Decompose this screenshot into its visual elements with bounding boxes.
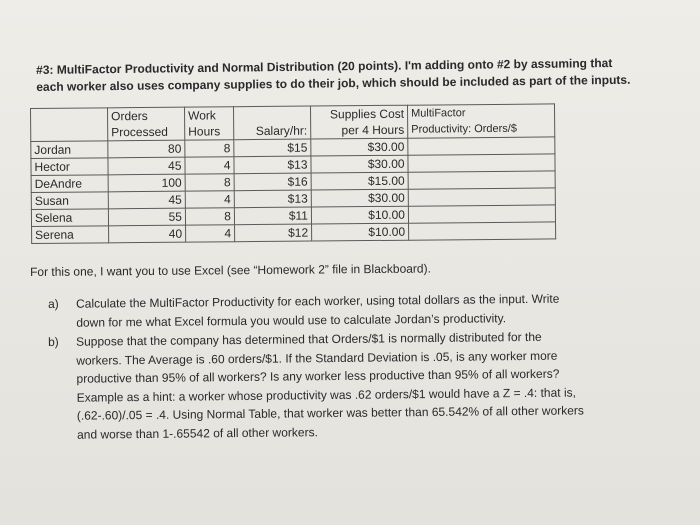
header-work-hours: Work Hours [184,107,233,140]
cell-mfp [408,188,555,206]
cell-hours: 8 [185,140,234,157]
cell-name: Selena [31,209,108,227]
question-b-line: Suppose that the company has determined that Orders/$1 is normally distributed for the [76,329,542,349]
cell-orders: 40 [109,225,186,243]
header-salary: Salary/hr: [233,106,310,140]
cell-mfp [408,137,555,155]
question-b-line: workers. The Average is .60 orders/$1. If the Standard Deviation is .05, is any worker more [76,348,558,368]
cell-hours: 4 [185,191,234,208]
question-b-line: productive than 95% of all workers? Is any worker less productive than 95% of all workers? [76,366,560,386]
heading-line-1: #3: MultiFactor Productivity and Normal Distribution (20 points). I'm adding onto #2 by assuming that [36,55,613,77]
cell-name: Hector [31,158,108,176]
cell-name: Susan [31,192,108,210]
worker-table [30,103,556,244]
cell-name: DeAndre [31,175,108,193]
cell-orders: 45 [108,191,185,209]
header-name [31,108,108,142]
cell-supplies: $10.00 [311,206,408,224]
cell-hours: 4 [186,225,235,242]
cell-salary: $11 [234,207,311,225]
cell-orders: 45 [108,157,185,175]
cell-mfp [408,154,555,172]
cell-name: Jordan [31,141,108,159]
question-a-marker: a) [48,296,59,311]
cell-mfp [409,222,556,240]
cell-supplies: $30.00 [311,189,408,207]
problem-heading [36,54,676,96]
cell-orders: 55 [108,208,185,226]
cell-mfp [408,171,555,189]
table-header-row [31,104,555,142]
header-orders: Orders Processed [108,107,185,141]
table-row [32,222,556,244]
cell-supplies: $30.00 [311,138,408,156]
question-b-marker: b) [48,334,59,349]
question-a-line: down for me what Excel formula you would use to calculate Jordan’s productivity. [76,310,507,330]
question-b-line: and worse than 1-.65542 of all other workers. [76,424,318,442]
question-b-line: Example as a hint: a worker whose productivity was .62 orders/$1 would have a Z = .4: that is, [76,384,576,405]
cell-name: Serena [32,226,109,244]
question-a [48,290,560,332]
question-b [48,327,584,444]
cell-hours: 8 [185,208,234,225]
cell-salary: $16 [234,173,311,191]
instructions-intro: For this one, I want you to use Excel (see “Homework 2” file in Blackboard). [30,261,431,279]
question-b-line: (.62-.60)/.05 = .4. Using Normal Table, that worker was better than 65.542% of all other workers [76,403,584,423]
question-a-line: Calculate the MultiFactor Productivity for each worker, using total dollars as the input. Write [76,291,560,311]
header-supplies: Supplies Cost per 4 Hours [310,105,407,139]
cell-salary: $13 [234,156,311,174]
cell-mfp [408,205,555,223]
cell-salary: $12 [235,224,312,242]
cell-hours: 4 [185,157,234,174]
cell-orders: 100 [108,174,185,192]
cell-orders: 80 [108,140,185,158]
header-multifactor: MultiFactor Productivity: Orders/$ [407,104,554,138]
cell-supplies: $10.00 [312,223,409,241]
cell-salary: $13 [234,190,311,208]
heading-line-2: each worker also uses company supplies to do their job, which should be included as part of the inputs. [36,72,631,94]
cell-supplies: $30.00 [311,155,408,173]
cell-supplies: $15.00 [311,172,408,190]
cell-hours: 8 [185,174,234,191]
cell-salary: $15 [234,139,311,157]
